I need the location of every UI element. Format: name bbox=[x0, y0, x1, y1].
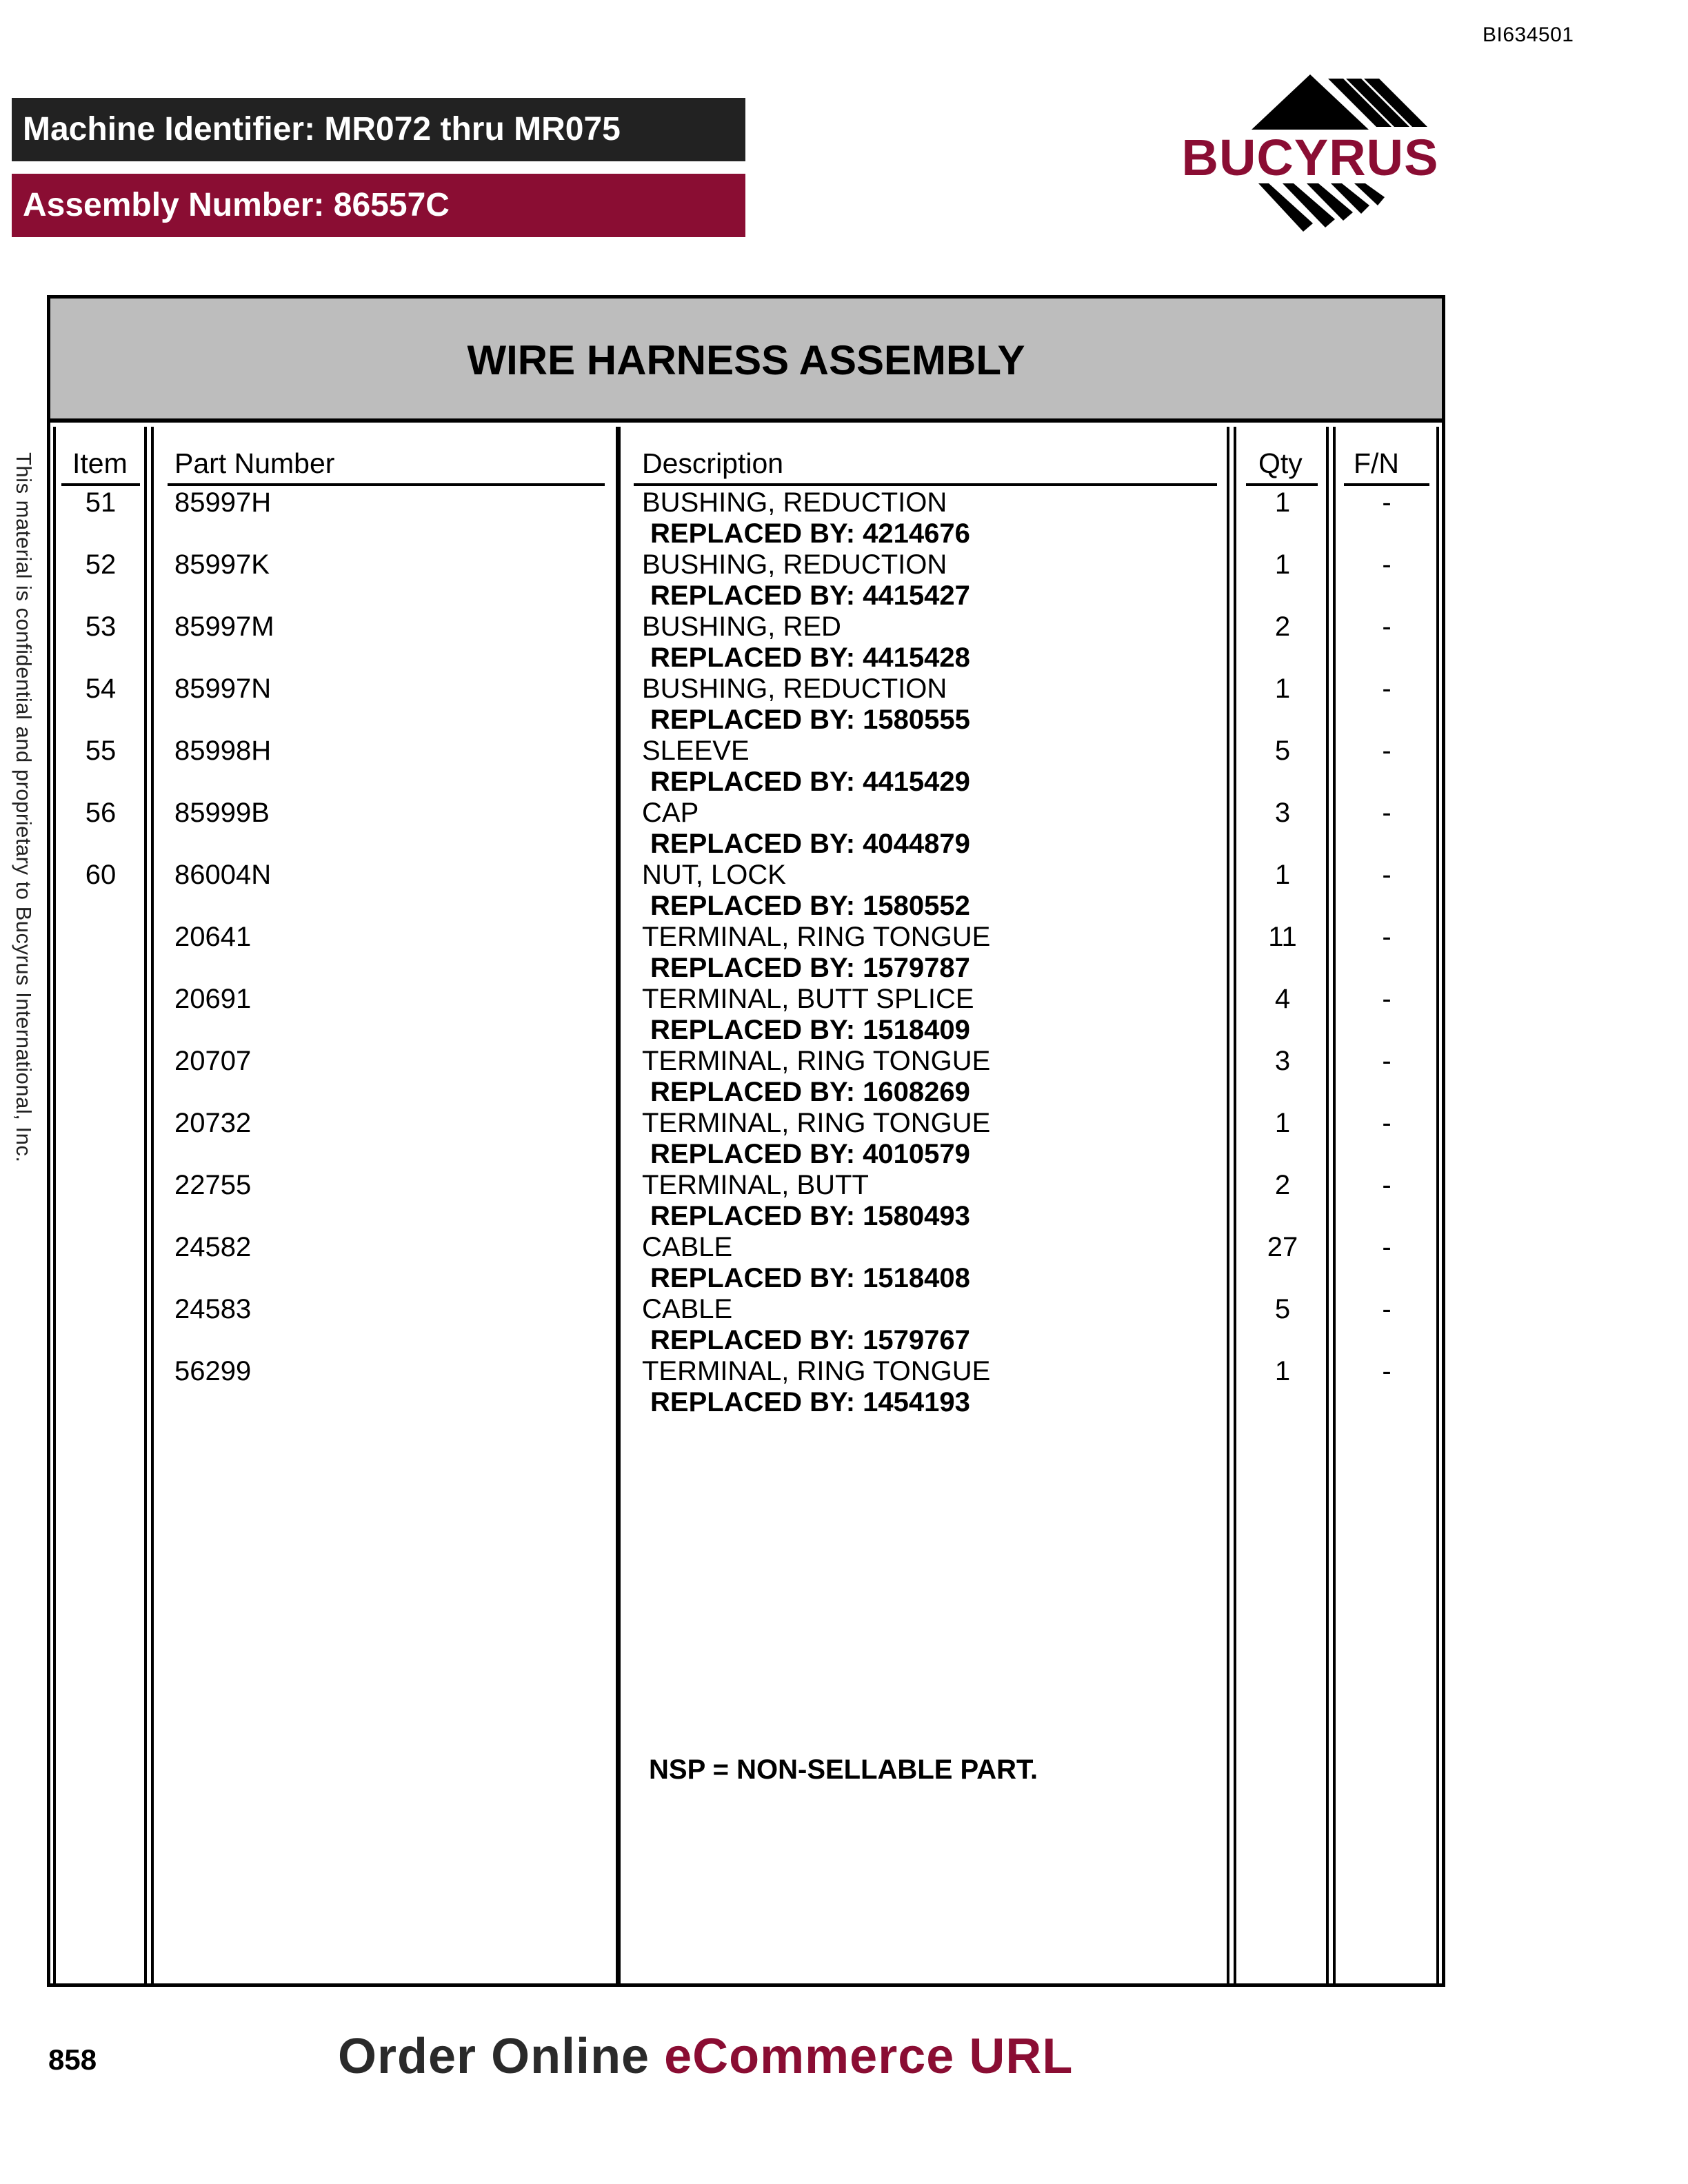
row-item: 52 bbox=[85, 549, 117, 580]
row-item: 54 bbox=[85, 674, 117, 704]
row-qty: 5 bbox=[1274, 1294, 1291, 1324]
column-divider bbox=[144, 427, 147, 1983]
row-fn: - bbox=[1382, 1170, 1391, 1200]
row-replaced-by: REPLACED BY: 1579767 bbox=[650, 1325, 970, 1355]
row-description: TERMINAL, RING TONGUE bbox=[642, 1046, 991, 1076]
row-description: CAP bbox=[642, 798, 699, 828]
row-qty: 1 bbox=[1274, 549, 1291, 580]
row-description: SLEEVE bbox=[642, 736, 750, 766]
order-online-label: Order Online bbox=[338, 2029, 650, 2084]
row-fn: - bbox=[1382, 1232, 1391, 1262]
order-online-banner[interactable] bbox=[338, 2028, 1073, 2085]
column-divider bbox=[53, 427, 56, 1983]
parts-table bbox=[47, 295, 1445, 1987]
row-fn: - bbox=[1382, 798, 1391, 828]
row-description: NUT, LOCK bbox=[642, 860, 786, 890]
bucyrus-logo bbox=[1165, 69, 1455, 241]
row-description: CABLE bbox=[642, 1232, 733, 1262]
row-description: TERMINAL, RING TONGUE bbox=[642, 1356, 991, 1386]
header-rule bbox=[61, 483, 140, 486]
row-fn: - bbox=[1382, 860, 1391, 890]
row-replaced-by: REPLACED BY: 1518408 bbox=[650, 1263, 970, 1293]
row-fn: - bbox=[1382, 549, 1391, 580]
header-rule bbox=[1344, 483, 1429, 486]
row-part-number: 20732 bbox=[174, 1108, 252, 1138]
header-part-number: Part Number bbox=[174, 447, 335, 479]
document-id: BI634501 bbox=[1483, 23, 1574, 46]
logo-wordmark: BUCYRUS bbox=[1181, 129, 1439, 186]
column-divider bbox=[1227, 427, 1229, 1983]
header-item: Item bbox=[72, 447, 128, 479]
row-fn: - bbox=[1382, 487, 1391, 518]
column-divider bbox=[1234, 427, 1236, 1983]
header-rule bbox=[634, 483, 1217, 486]
row-description: TERMINAL, RING TONGUE bbox=[642, 922, 991, 952]
ecommerce-link[interactable]: eCommerce URL bbox=[664, 2029, 1074, 2084]
row-description: BUSHING, REDUCTION bbox=[642, 674, 947, 704]
row-fn: - bbox=[1382, 674, 1391, 704]
page-number: 858 bbox=[48, 2043, 97, 2076]
column-divider bbox=[616, 427, 621, 1983]
row-fn: - bbox=[1382, 736, 1391, 766]
row-replaced-by: REPLACED BY: 4415428 bbox=[650, 643, 970, 673]
header-description: Description bbox=[642, 447, 784, 479]
row-description: TERMINAL, BUTT SPLICE bbox=[642, 984, 974, 1014]
column-divider bbox=[1326, 427, 1329, 1983]
row-item: 56 bbox=[85, 798, 117, 828]
row-qty: 11 bbox=[1268, 922, 1297, 952]
row-description: CABLE bbox=[642, 1294, 733, 1324]
row-part-number: 24582 bbox=[174, 1232, 252, 1262]
row-qty: 1 bbox=[1274, 1356, 1291, 1386]
row-replaced-by: REPLACED BY: 1454193 bbox=[650, 1387, 970, 1417]
row-fn: - bbox=[1382, 1108, 1391, 1138]
row-replaced-by: REPLACED BY: 1518409 bbox=[650, 1015, 970, 1045]
column-divider bbox=[1333, 427, 1336, 1983]
row-replaced-by: REPLACED BY: 4010579 bbox=[650, 1139, 970, 1169]
row-part-number: 85997N bbox=[174, 674, 272, 704]
row-part-number: 85999B bbox=[174, 798, 270, 828]
row-replaced-by: REPLACED BY: 4415427 bbox=[650, 580, 970, 611]
row-replaced-by: REPLACED BY: 4044879 bbox=[650, 829, 970, 859]
header-qty: Qty bbox=[1258, 447, 1303, 479]
row-description: TERMINAL, RING TONGUE bbox=[642, 1108, 991, 1138]
row-qty: 5 bbox=[1274, 736, 1291, 766]
row-part-number: 86004N bbox=[174, 860, 272, 890]
row-qty: 2 bbox=[1274, 1170, 1291, 1200]
row-replaced-by: REPLACED BY: 1580493 bbox=[650, 1201, 970, 1231]
row-fn: - bbox=[1382, 1046, 1391, 1076]
row-replaced-by: REPLACED BY: 4214676 bbox=[650, 518, 970, 549]
row-qty: 3 bbox=[1274, 1046, 1291, 1076]
row-replaced-by: REPLACED BY: 1580555 bbox=[650, 705, 970, 735]
row-part-number: 56299 bbox=[174, 1356, 252, 1386]
table-title: WIRE HARNESS ASSEMBLY bbox=[50, 299, 1442, 423]
header-rule bbox=[168, 483, 605, 486]
row-qty: 1 bbox=[1274, 860, 1291, 890]
row-qty: 1 bbox=[1274, 1108, 1291, 1138]
row-item: 51 bbox=[85, 487, 117, 518]
row-qty: 1 bbox=[1274, 487, 1291, 518]
row-part-number: 22755 bbox=[174, 1170, 252, 1200]
row-fn: - bbox=[1382, 922, 1391, 952]
row-item: 55 bbox=[85, 736, 117, 766]
row-qty: 1 bbox=[1274, 674, 1291, 704]
row-part-number: 85997M bbox=[174, 611, 274, 642]
row-part-number: 20641 bbox=[174, 922, 252, 952]
row-fn: - bbox=[1382, 1356, 1391, 1386]
row-fn: - bbox=[1382, 1294, 1391, 1324]
row-part-number: 24583 bbox=[174, 1294, 252, 1324]
row-part-number: 20691 bbox=[174, 984, 252, 1014]
row-item: 60 bbox=[85, 860, 117, 890]
row-qty: 27 bbox=[1267, 1232, 1298, 1262]
row-part-number: 85997H bbox=[174, 487, 272, 518]
row-part-number: 20707 bbox=[174, 1046, 252, 1076]
row-part-number: 85997K bbox=[174, 549, 270, 580]
assembly-number-banner: Assembly Number: 86557C bbox=[12, 174, 745, 237]
row-item: 53 bbox=[85, 611, 117, 642]
row-qty: 2 bbox=[1274, 611, 1291, 642]
row-description: BUSHING, REDUCTION bbox=[642, 549, 947, 580]
confidentiality-note: This material is confidential and proprietary to Bucyrus International, Inc. bbox=[12, 452, 36, 1163]
row-part-number: 85998H bbox=[174, 736, 272, 766]
row-replaced-by: REPLACED BY: 1608269 bbox=[650, 1077, 970, 1107]
row-description: BUSHING, REDUCTION bbox=[642, 487, 947, 518]
machine-identifier-banner: Machine Identifier: MR072 thru MR075 bbox=[12, 98, 745, 161]
row-replaced-by: REPLACED BY: 4415429 bbox=[650, 767, 970, 797]
row-fn: - bbox=[1382, 984, 1391, 1014]
row-replaced-by: REPLACED BY: 1580552 bbox=[650, 891, 970, 921]
column-divider bbox=[1436, 427, 1439, 1983]
row-fn: - bbox=[1382, 611, 1391, 642]
row-qty: 4 bbox=[1274, 984, 1291, 1014]
header-rule bbox=[1246, 483, 1318, 486]
row-qty: 3 bbox=[1274, 798, 1291, 828]
row-replaced-by: REPLACED BY: 1579787 bbox=[650, 953, 970, 983]
header-fn: F/N bbox=[1354, 447, 1400, 479]
nsp-note: NSP = NON-SELLABLE PART. bbox=[649, 1755, 1038, 1785]
row-description: TERMINAL, BUTT bbox=[642, 1170, 869, 1200]
row-description: BUSHING, RED bbox=[642, 611, 841, 642]
column-divider bbox=[151, 427, 154, 1983]
